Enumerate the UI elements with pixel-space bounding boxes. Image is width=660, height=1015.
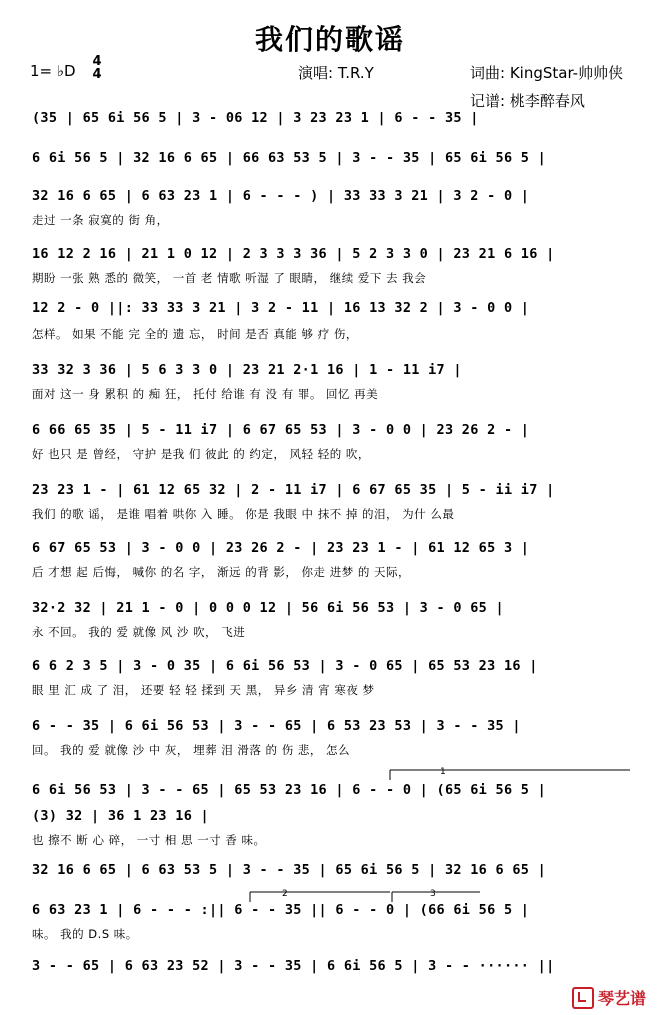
lyric-line-15: 味。 我的 D.S 味。: [32, 927, 138, 941]
lyric-line-3: 走过 一条 寂寞的 街 角，: [32, 213, 169, 227]
volta-label-1: 1: [440, 767, 446, 777]
time-signature-top: 4: [92, 54, 102, 69]
notation-line-15: 6 63 23 1 | 6 - - - :|| 6 - - 35 || 6 - - 0 | (66 6i 56 5 |: [32, 902, 530, 918]
lyric-line-7: 好 也只 是 曾经， 守护 是我 们 彼此 的 约定， 风轻 轻的 吹，: [32, 447, 370, 461]
lyric-line-9: 后 才想 起 后悔， 喊你 的名 字， 渐远 的背 影， 你走 进梦 的 天际，: [32, 565, 411, 579]
notation-line-1: (35 | 65 6i 56 5 | 3 - 06 12 | 3 23 23 1 | 6 - - 35 |: [32, 110, 479, 126]
notation-line-12: 6 - - 35 | 6 6i 56 53 | 3 - - 65 | 6 53 23 53 | 3 - - 35 |: [32, 718, 521, 734]
watermark-text: 琴艺谱: [597, 989, 646, 1008]
composer-credit: 词曲: KingStar-帅帅侠: [470, 64, 624, 82]
song-title: 我们的歌谣: [254, 23, 405, 56]
notation-line-8: 23 23 1 - | 61 12 65 32 | 2 - 11 i7 | 6 67 65 35 | 5 - ii i7 |: [32, 482, 555, 498]
time-signature: [90, 55, 104, 81]
notation-line-2: 6 6i 56 5 | 32 16 6 65 | 66 63 53 5 | 3 - - 35 | 65 6i 56 5 |: [32, 150, 547, 166]
notation-line-3: 32 16 6 65 | 6 63 23 1 | 6 - - - ) | 33 33 3 21 | 3 2 - 0 |: [32, 188, 530, 204]
piano-logo-icon: [572, 987, 594, 1009]
volta-label-2: 2: [282, 889, 288, 899]
lyric-line-8: 我们 的歌 谣， 是谁 唱着 哄你 入 睡。 你是 我眼 中 抹不 掉 的泪， 为什 么最: [32, 507, 455, 521]
notation-line-11: 6 6 2 3 5 | 3 - 0 35 | 6 6i 56 53 | 3 - 0 65 | 65 53 23 16 |: [32, 658, 538, 674]
time-signature-bottom: 4: [92, 67, 102, 82]
lyric-line-6: 面对 这一 身 累积 的 痴 狂， 托付 给谁 有 没 有 罪。 回忆 再美: [32, 387, 379, 401]
lyric-line-4: 期盼 一张 熟 悉的 微笑， 一首 老 情歌 听湿 了 眼睛， 继续 爱下 去 我会: [32, 271, 427, 285]
singer-credit: 演唱: T.R.Y: [298, 64, 374, 82]
notation-line-7: 6 66 65 35 | 5 - 11 i7 | 6 67 65 53 | 3 - 0 0 | 23 26 2 - |: [32, 422, 530, 438]
notation-line-4: 16 12 2 16 | 21 1 0 12 | 2 3 3 3 36 | 5 2 3 3 0 | 23 21 6 16 |: [32, 246, 555, 262]
notation-line-14: 32 16 6 65 | 6 63 53 5 | 3 - - 35 | 65 6i 56 5 | 32 16 6 65 |: [32, 862, 547, 878]
key-signature: 1= ♭D: [30, 62, 76, 80]
notation-line-5: 12 2 - 0 ||: 33 33 3 21 | 3 2 - 11 | 16 13 32 2 | 3 - 0 0 |: [32, 300, 530, 316]
site-watermark: [572, 986, 646, 1009]
lyric-line-12: 回。 我的 爱 就像 沙 中 灰， 埋葬 泪 滑落 的 伤 悲， 怎么: [32, 743, 351, 757]
lyric-line-11: 眼 里 汇 成 了 泪， 还要 轻 轻 揉到 天 黑， 异乡 清 宵 寒夜 梦: [32, 683, 375, 697]
lyric-line-5: 怎样。 如果 不能 完 全的 遗 忘， 时间 是否 真能 够 疗 伤，: [32, 327, 358, 341]
lyric-line-10: 永 不回。 我的 爱 就像 风 沙 吹， 飞进: [32, 625, 246, 639]
notation-credit: 记谱: 桃李醉春风: [470, 92, 585, 110]
notation-line-13b: (3) 32 | 36 1 23 16 |: [32, 808, 209, 824]
notation-line-10: 32·2 32 | 21 1 - 0 | 0 0 0 12 | 56 6i 56 53 | 3 - 0 65 |: [32, 600, 504, 616]
notation-line-13: 6 6i 56 53 | 3 - - 65 | 65 53 23 16 | 6 - - 0 | (65 6i 56 5 |: [32, 782, 547, 798]
notation-line-16: 3 - - 65 | 6 63 23 52 | 3 - - 35 | 6 6i 56 5 | 3 - - ······ ||: [32, 958, 555, 974]
notation-line-6: 33 32 3 36 | 5 6 3 3 0 | 23 21 2·1 16 | 1 - 11 i7 |: [32, 362, 462, 378]
volta-label-3: 3: [430, 889, 436, 899]
notation-line-9: 6 67 65 53 | 3 - 0 0 | 23 26 2 - | 23 23 1 - | 61 12 65 3 |: [32, 540, 530, 556]
lyric-line-13: 也 擦不 断 心 碎， 一寸 相 思 一寸 香 味。: [32, 833, 266, 847]
